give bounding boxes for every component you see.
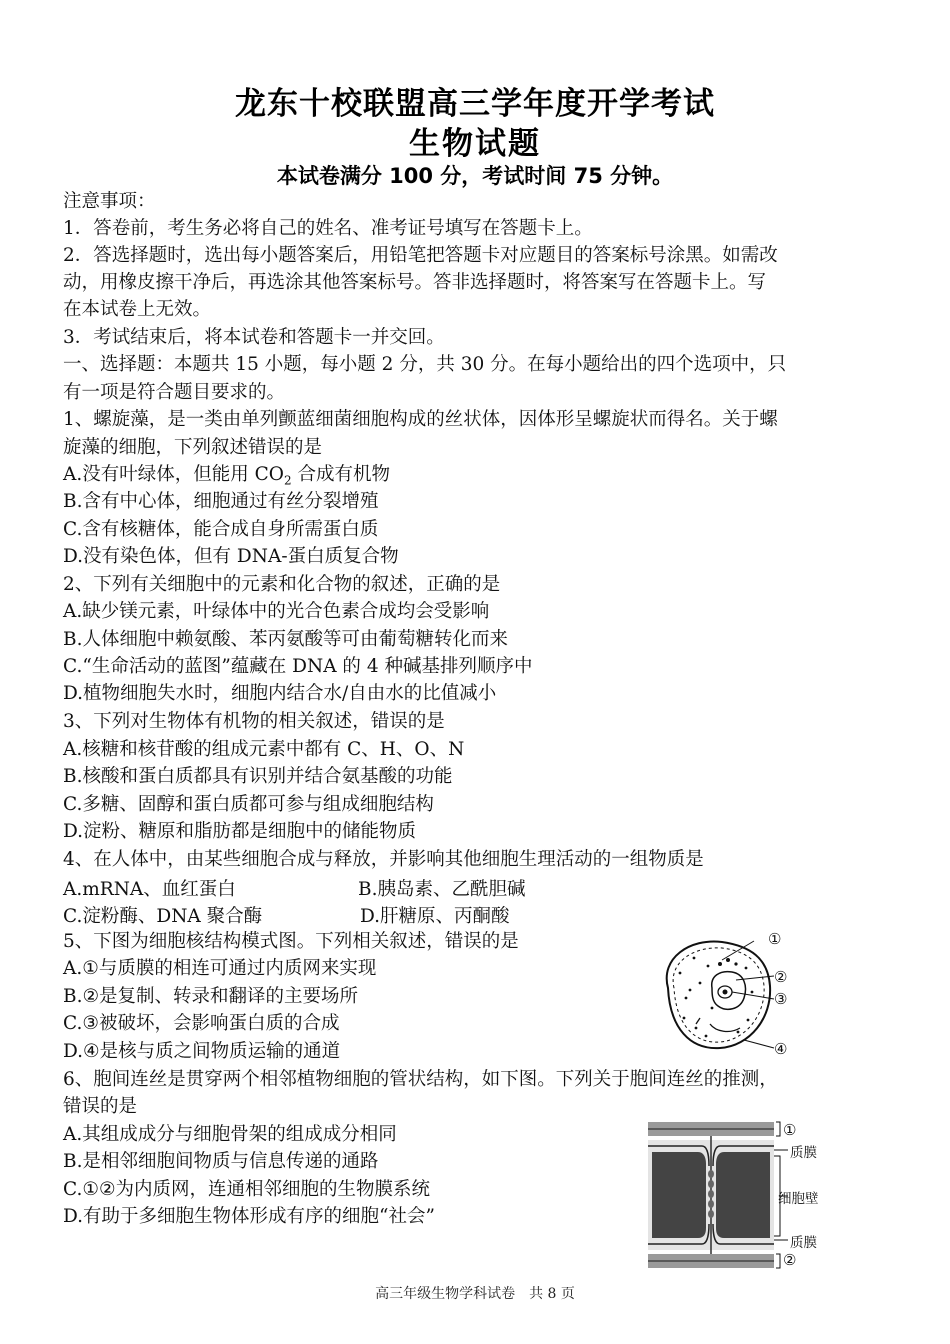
question-stem: 1、螺旋藻，是一类由单列颤蓝细菌细胞构成的丝状体，因体形呈螺旋状而得名。关于螺 (63, 409, 778, 430)
option-c: C.淀粉酶、DNA 聚合酶 (63, 906, 263, 927)
question-stem: 2、下列有关细胞中的元素和化合物的叙述，正确的是 (63, 574, 501, 595)
nucleus-diagram (650, 928, 800, 1063)
option-a: A.缺少镁元素，叶绿体中的光合色素合成均会受影响 (63, 601, 490, 622)
option-c: C.含有核糖体，能合成自身所需蛋白质 (63, 519, 379, 540)
option-c: C.①②为内质网，连通相邻细胞的生物膜系统 (63, 1179, 431, 1200)
option-d: D.肝糖原、丙酮酸 (360, 906, 510, 927)
label-membrane-top: 质膜 (790, 1145, 817, 1161)
page-footer: 高三年级生物学科试卷 共 8 页 (375, 1286, 575, 1302)
notice-item: 1．答卷前，考生务必将自己的姓名、准考证号填写在答题卡上。 (63, 218, 593, 239)
question-stem: 3、下列对生物体有机物的相关叙述，错误的是 (63, 711, 445, 732)
label-2: ② (783, 1251, 797, 1269)
option-c: C.多糖、固醇和蛋白质都可参与组成细胞结构 (63, 794, 434, 815)
subject-title: 生物试题 (409, 126, 541, 162)
option-b: B.含有中心体，细胞通过有丝分裂增殖 (63, 491, 379, 512)
question-stem: 旋藻的细胞，下列叙述错误的是 (63, 437, 323, 458)
question-stem: 6、胞间连丝是贯穿两个相邻植物细胞的管状结构，如下图。下列关于胞间连丝的推测， (63, 1069, 778, 1090)
label-3: ③ (774, 990, 788, 1008)
label-cell-wall: 细胞壁 (778, 1191, 819, 1207)
label-2: ② (774, 968, 788, 986)
option-a-text-tail: 合成有机物 (291, 464, 390, 485)
exam-title: 龙东十校联盟高三学年度开学考试 (235, 86, 715, 122)
option-a: A.其组成成分与细胞骨架的组成成分相同 (63, 1124, 397, 1145)
label-membrane-bottom: 质膜 (790, 1235, 817, 1251)
notice-item: 在本试卷上无效。 (63, 299, 212, 320)
option-b: B.②是复制、转录和翻译的主要场所 (63, 986, 359, 1007)
subscript: 2 (283, 473, 292, 488)
notice-heading: 注意事项： (63, 191, 156, 212)
option-d: D.④是核与质之间物质运输的通道 (63, 1041, 341, 1062)
option-b: B.核酸和蛋白质都具有识别并结合氨基酸的功能 (63, 766, 453, 787)
option-d: D.植物细胞失水时，细胞内结合水/自由水的比值减小 (63, 683, 497, 704)
section-heading: 一、选择题：本题共 15 小题，每小题 2 分，共 30 分。在每小题给出的四个选项中，只 (63, 354, 787, 375)
question-stem: 错误的是 (63, 1096, 138, 1117)
option-b: B.胰岛素、乙酰胆碱 (358, 879, 526, 900)
option-a: A.核糖和核苷酸的组成元素中都有 C、H、O、N (63, 739, 465, 760)
notice-item: 动，用橡皮擦干净后，再选涂其他答案标号。答非选择题时，将答案写在答题卡上。写 (63, 272, 767, 293)
option-a-text: A.没有叶绿体，但能用 CO (63, 464, 284, 485)
question-stem: 4、在人体中，由某些细胞合成与释放，并影响其他细胞生理活动的一组物质是 (63, 849, 704, 870)
label-1: ① (783, 1121, 797, 1139)
label-1: ① (768, 930, 782, 948)
section-heading: 有一项是符合题目要求的。 (63, 382, 286, 403)
option-d: D.没有染色体，但有 DNA-蛋白质复合物 (63, 546, 399, 567)
exam-subtitle: 本试卷满分 100 分，考试时间 75 分钟。 (276, 164, 674, 188)
option-b: B.是相邻细胞间物质与信息传递的通路 (63, 1151, 379, 1172)
option-c: C.③被破坏，会影响蛋白质的合成 (63, 1013, 340, 1034)
option-a (63, 463, 390, 487)
option-d: D.有助于多细胞生物体形成有序的细胞“社会” (63, 1206, 435, 1227)
option-d: D.淀粉、糖原和脂肪都是细胞中的储能物质 (63, 821, 417, 842)
question-stem: 5、下图为细胞核结构模式图。下列相关叙述，错误的是 (63, 931, 519, 952)
notice-item: 3．考试结束后，将本试卷和答题卡一并交回。 (63, 327, 445, 348)
plasmodesma-diagram (646, 1118, 846, 1273)
option-a: A.①与质膜的相连可通过内质网来实现 (63, 958, 377, 979)
label-4: ④ (774, 1040, 788, 1058)
notice-item: 2．答选择题时，选出每小题答案后，用铅笔把答题卡对应题目的答案标号涂黑。如需改 (63, 245, 778, 266)
option-a: A.mRNA、血红蛋白 (63, 879, 236, 900)
option-c: C.“生命活动的蓝图”蕴藏在 DNA 的 4 种碱基排列顺序中 (63, 656, 533, 677)
option-b: B.人体细胞中赖氨酸、苯丙氨酸等可由葡萄糖转化而来 (63, 629, 508, 650)
